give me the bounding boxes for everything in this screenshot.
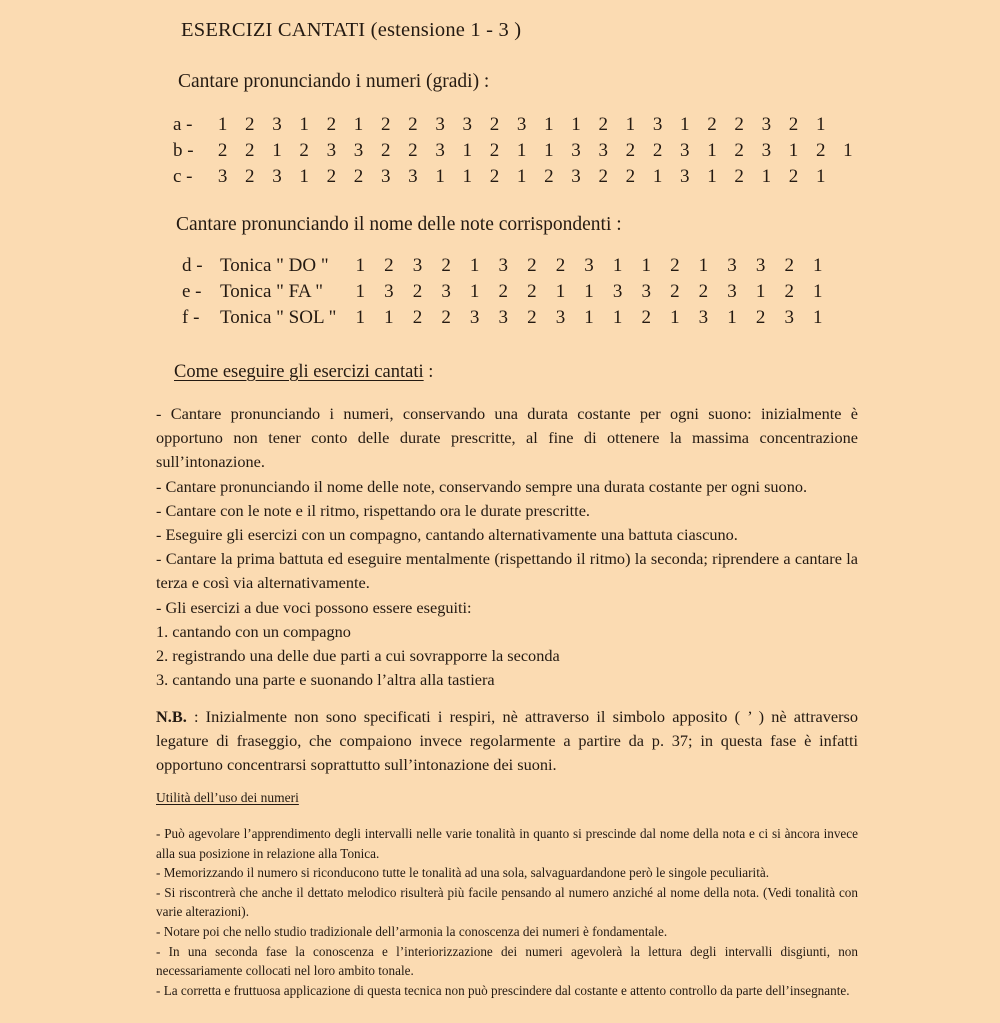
- exercise-number: 1: [355, 255, 366, 276]
- exercise-row-tonic: Tonica " SOL ": [220, 307, 337, 328]
- exercise-number: 1: [813, 281, 823, 302]
- exercise-number: 3: [498, 255, 509, 276]
- exercise-number: 2: [489, 140, 500, 161]
- exercise-number: 3: [571, 140, 581, 161]
- exercise-number: 1: [612, 307, 623, 328]
- exercise-number: 1: [355, 307, 366, 328]
- paragraph: - Si riscontrerà che anche il dettato melodico risulterà più facile pensando al numero anziché al nome della nota. (Vedi tonalità con varie alterazioni).: [156, 884, 858, 920]
- exercise-row: [182, 305, 832, 331]
- exercise-number: 1: [698, 255, 709, 276]
- exercise-number: 2: [245, 114, 255, 135]
- exercise-number: 2: [670, 281, 680, 302]
- exercise-number: 2: [598, 166, 608, 187]
- exercise-number: 1: [355, 281, 366, 302]
- exercise-number: 2: [734, 166, 744, 187]
- exercise-number: 3: [326, 140, 337, 161]
- exercise-number: 2: [498, 281, 509, 302]
- exercise-number: 2: [245, 166, 255, 187]
- exercise-number: 2: [489, 166, 500, 187]
- exercise-number: 3: [555, 307, 566, 328]
- exercise-number: 2: [625, 166, 636, 187]
- exercise-row-numbers: [346, 253, 832, 279]
- exercise-number: 3: [755, 255, 766, 276]
- exercise-number: 1: [680, 114, 690, 135]
- paragraph: - Eseguire gli esercizi con un compagno, cantando alternativamente una battuta ciascuno.: [156, 525, 738, 545]
- nota-bene-line: [156, 705, 858, 778]
- exercise-number: 2: [707, 114, 717, 135]
- exercise-number: 3: [412, 255, 423, 276]
- exercise-number: 3: [353, 140, 364, 161]
- exercise-number: 1: [813, 307, 823, 328]
- nota-bene-paragraph: [156, 705, 858, 778]
- exercise-row-numbers: [346, 279, 832, 305]
- exercise-number: 2: [527, 255, 537, 276]
- exercise-number: 3: [784, 307, 794, 328]
- exercise-number: 1: [462, 140, 473, 161]
- nota-bene-text: : Inizialmente non sono specificati i respiri, nè attraverso il simbolo apposito ( ’ ) nè attraverso legature di fraseggio, che compaiono invece regolarmente a partire da p. 37; in questa fase è infatti opportuno concentrarsi soprattutto sull’intonazione dei suoni.: [156, 707, 858, 775]
- exercise-number: 1: [584, 307, 594, 328]
- exercise-number: 2: [698, 281, 709, 302]
- paragraph: - In una seconda fase la conoscenza e l’interiorizzazione dei numeri agevolerà la lettura degli intervalli disgiunti, non necessariamente collocati nel loro ambito tonale.: [156, 943, 858, 979]
- exercise-number: 3: [380, 166, 391, 187]
- exercise-row: [173, 164, 862, 190]
- heading-utilita-text: Utilità dell’uso dei numeri: [156, 790, 299, 805]
- exercise-number: 3: [462, 114, 473, 135]
- exercise-number: 1: [815, 166, 826, 187]
- exercise-number: 2: [652, 140, 663, 161]
- exercise-number: 3: [641, 281, 651, 302]
- exercise-number: 3: [272, 166, 282, 187]
- exercise-number: 2: [489, 114, 500, 135]
- exercise-number: 2: [299, 140, 309, 161]
- exercise-row-numbers: [346, 305, 832, 331]
- exercise-number: 1: [299, 166, 309, 187]
- paragraph: - Cantare con le note e il ritmo, rispettando ora le durate prescritte.: [156, 500, 590, 520]
- paragraph: - Notare poi che nello studio tradizionale dell’armonia la conoscenza dei numeri è fondamentale.: [156, 923, 668, 939]
- exercise-number: 1: [555, 281, 566, 302]
- exercise-number: 1: [469, 281, 480, 302]
- utilita-paragraphs: [156, 824, 858, 1000]
- exercise-row-numbers: [209, 138, 862, 164]
- exercise-row-tonic: Tonica " FA ": [220, 281, 324, 302]
- exercise-number: 1: [788, 140, 799, 161]
- exercise-number: 3: [384, 281, 394, 302]
- exercise-number: 2: [245, 140, 255, 161]
- exercise-number: 2: [734, 114, 744, 135]
- heading-come-eseguire-text: Come eseguire gli esercizi cantati: [174, 362, 424, 382]
- exercise-row-numbers: [209, 164, 834, 190]
- exercise-number: 1: [813, 255, 823, 276]
- exercise-number: 3: [727, 255, 737, 276]
- exercise-number: 1: [571, 114, 581, 135]
- exercise-number: 3: [498, 307, 509, 328]
- exercise-number: 1: [544, 114, 554, 135]
- exercise-number: 1: [625, 114, 636, 135]
- paragraph: - Memorizzando il numero si riconducono tutte le tonalità ad una sola, salvaguardandone però le singole peculiarità.: [156, 865, 770, 881]
- exercise-row: [182, 253, 832, 279]
- exercise-number: 2: [555, 255, 566, 276]
- exercise-rows-note: [182, 253, 832, 331]
- exercise-number: 2: [380, 140, 391, 161]
- exercise-number: 1: [272, 140, 282, 161]
- exercise-number: 3: [680, 140, 690, 161]
- exercise-number: 3: [217, 166, 228, 187]
- exercise-number: 3: [761, 114, 772, 135]
- exercise-number: 2: [788, 166, 799, 187]
- paragraph: - Cantare pronunciando il nome delle note, conservando sempre una durata costante per ogni suono.: [156, 476, 808, 496]
- exercise-number: 1: [641, 255, 651, 276]
- exercise-number: 2: [412, 281, 423, 302]
- exercise-number: 1: [516, 140, 527, 161]
- exercise-row-label: f -: [182, 307, 200, 328]
- exercise-number: 1: [469, 255, 480, 276]
- exercise-number: 2: [441, 255, 451, 276]
- paragraph: 3. cantando una parte e suonando l’altra alla tastiera: [156, 670, 495, 690]
- exercise-number: 3: [698, 307, 709, 328]
- exercise-number: 3: [727, 281, 737, 302]
- exercise-number: 3: [516, 114, 527, 135]
- paragraph: - Cantare pronunciando i numeri, conservando una durata costante per ogni suono: inizialmente è opportuno non tener conto delle durate prescritte, al fine di ottenere la massima concentrazione sull’intonazione.: [156, 404, 858, 472]
- exercise-row-label: e -: [182, 281, 202, 302]
- exercise-rows-numeri: [173, 112, 862, 190]
- exercise-number: 1: [544, 140, 554, 161]
- exercise-number: 2: [441, 307, 451, 328]
- exercise-number: 2: [815, 140, 826, 161]
- heading-come-eseguire: [174, 362, 433, 383]
- exercise-number: 3: [571, 166, 581, 187]
- exercise-number: 2: [641, 307, 651, 328]
- exercise-number: 2: [380, 114, 391, 135]
- exercise-number: 2: [625, 140, 636, 161]
- exercise-number: 1: [707, 140, 717, 161]
- section-heading-note: Cantare pronunciando il nome delle note corrispondenti :: [176, 214, 622, 235]
- paragraph: 1. cantando con un compagno: [156, 621, 351, 641]
- exercise-row: [173, 112, 862, 138]
- exercise-number: 1: [217, 114, 228, 135]
- exercise-number: 1: [584, 281, 594, 302]
- heading-utilita: [156, 790, 299, 806]
- exercise-number: 1: [299, 114, 309, 135]
- exercise-number: 1: [384, 307, 394, 328]
- page-title: ESERCIZI CANTATI (estensione 1 - 3 ): [181, 19, 522, 41]
- paragraph: 2. registrando una delle due parti a cui sovrapporre la seconda: [156, 646, 560, 666]
- exercise-number: 2: [217, 140, 228, 161]
- exercise-number: 3: [761, 140, 772, 161]
- nota-bene-label: N.B.: [156, 707, 187, 726]
- exercise-number: 2: [408, 114, 418, 135]
- exercise-number: 2: [784, 281, 794, 302]
- exercise-number: 1: [815, 114, 826, 135]
- exercise-row-tonic: Tonica " DO ": [220, 255, 329, 276]
- exercise-number: 1: [755, 281, 766, 302]
- exercise-row: [182, 279, 832, 305]
- come-eseguire-paragraphs: [156, 402, 858, 692]
- exercise-number: 1: [516, 166, 527, 187]
- exercise-number: 3: [612, 281, 623, 302]
- exercise-row-label: a -: [173, 114, 193, 135]
- exercise-number: 1: [670, 307, 680, 328]
- exercise-number: 1: [761, 166, 772, 187]
- exercise-number: 2: [788, 114, 799, 135]
- exercise-number: 2: [755, 307, 766, 328]
- exercise-number: 3: [680, 166, 690, 187]
- exercise-number: 2: [408, 140, 418, 161]
- exercise-number: 1: [612, 255, 623, 276]
- exercise-number: 3: [435, 140, 445, 161]
- section-heading-numeri: Cantare pronunciando i numeri (gradi) :: [178, 71, 490, 92]
- exercise-number: 3: [652, 114, 663, 135]
- heading-come-eseguire-suffix: :: [423, 362, 434, 382]
- exercise-number: 2: [527, 281, 537, 302]
- paragraph: - Può agevolare l’apprendimento degli intervalli nelle varie tonalità in quanto si prescinde dal nome della nota e ci si àncora invece alla sua posizione in relazione alla Tonica.: [156, 826, 858, 861]
- paragraph: - Cantare la prima battuta ed eseguire mentalmente (rispettando il ritmo) la seconda; riprendere a cantare la terza e così via alternativamente.: [156, 549, 858, 593]
- exercise-number: 3: [584, 255, 594, 276]
- exercise-row-label: c -: [173, 166, 193, 187]
- exercise-number: 3: [469, 307, 480, 328]
- exercise-row: [173, 138, 862, 164]
- exercise-number: 1: [707, 166, 717, 187]
- exercise-number: 3: [408, 166, 418, 187]
- exercise-number: 2: [544, 166, 554, 187]
- exercise-number: 3: [435, 114, 445, 135]
- exercise-row-label: d -: [182, 255, 203, 276]
- paragraph: - Gli esercizi a due voci possono essere eseguiti:: [156, 597, 472, 617]
- exercise-number: 2: [734, 140, 744, 161]
- exercise-number: 2: [326, 114, 337, 135]
- exercise-number: 1: [843, 140, 853, 161]
- exercise-number: 1: [435, 166, 445, 187]
- exercise-number: 3: [598, 140, 608, 161]
- exercise-number: 3: [441, 281, 451, 302]
- paragraph: - La corretta e fruttuosa applicazione di questa tecnica non può prescindere dal costante e attento controllo da parte dell’insegnante.: [156, 982, 850, 998]
- exercise-number: 2: [412, 307, 423, 328]
- exercise-number: 1: [727, 307, 737, 328]
- exercise-number: 2: [784, 255, 794, 276]
- exercise-number: 3: [272, 114, 282, 135]
- exercise-number: 1: [462, 166, 473, 187]
- exercise-row-label: b -: [173, 140, 194, 161]
- exercise-number: 2: [527, 307, 537, 328]
- exercise-number: 1: [353, 114, 364, 135]
- exercise-number: 2: [598, 114, 608, 135]
- exercise-row-numbers: [209, 112, 834, 138]
- exercise-number: 1: [652, 166, 663, 187]
- exercise-number: 2: [670, 255, 680, 276]
- exercise-number: 2: [326, 166, 337, 187]
- exercise-number: 2: [353, 166, 364, 187]
- exercise-number: 2: [384, 255, 394, 276]
